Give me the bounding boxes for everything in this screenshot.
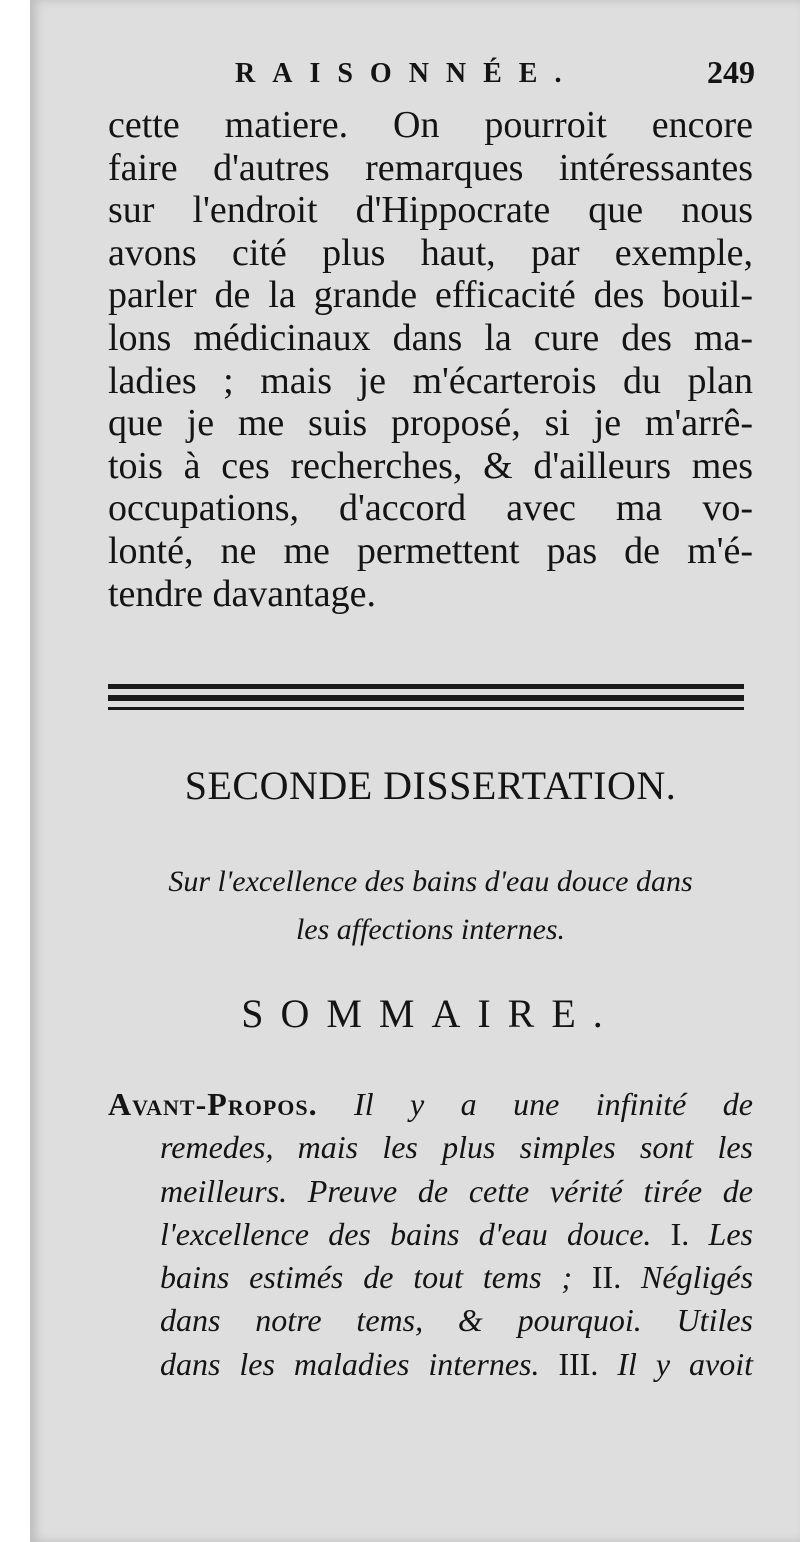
summary-text — [108, 1083, 753, 1386]
summary-lead: Avant-Propos. — [108, 1086, 318, 1122]
text-line: tendre davantage. — [108, 572, 376, 615]
divider-rule — [108, 695, 744, 701]
subtitle-line: Sur l'excellence des bains d'eau douce dans — [168, 865, 693, 898]
divider-rule — [108, 707, 744, 710]
section-title: SECONDE DISSERTATION. — [184, 763, 677, 808]
summary-line — [108, 1213, 753, 1256]
text-line: faire d'autres remarques intéressantes — [108, 146, 753, 189]
summary-fragment: bains estimés de tout tems ; — [160, 1259, 573, 1296]
summary-heading: SOMMAIRE. — [241, 991, 620, 1036]
summary-fragment: Les — [708, 1215, 753, 1252]
section-subtitle — [108, 858, 753, 954]
subtitle-line: les affections internes. — [295, 913, 566, 946]
book-page — [30, 0, 800, 1542]
text-line: parler de la grande efficacité des bouil- — [108, 274, 753, 317]
summary-line: remedes, mais les plus simples sont les — [160, 1129, 753, 1166]
page-header — [235, 54, 755, 98]
text-line: que je me suis proposé, si je m'arrê- — [108, 402, 753, 445]
text-line: tois à ces recherches, & d'ailleurs mes — [108, 444, 753, 487]
summary-line: meilleurs. Preuve de cette vérité tirée de — [160, 1172, 753, 1209]
section-divider — [108, 682, 744, 716]
text-line: sur l'endroit d'Hippocrate que nous — [108, 189, 753, 232]
summary-numeral: I. — [670, 1215, 690, 1252]
running-title: RAISONNÉE. — [235, 58, 579, 89]
divider-rule — [108, 684, 744, 689]
summary-fragment: Il y a une infinité de — [354, 1086, 754, 1122]
page-number: 249 — [707, 54, 755, 90]
summary-numeral: II. — [591, 1259, 622, 1296]
summary-line: dans notre tems, & pourquoi. Utiles — [160, 1302, 753, 1339]
summary-numeral: III. — [558, 1345, 599, 1382]
summary-fragment: Négligés — [641, 1259, 754, 1296]
summary-line — [108, 1083, 753, 1126]
text-line: avons cité plus haut, par exemple, — [108, 231, 753, 274]
summary-line — [108, 1343, 753, 1386]
text-line: occupations, d'accord avec ma vo- — [108, 487, 753, 530]
summary-line — [108, 1256, 753, 1299]
text-line: lons médicinaux dans la cure des ma- — [108, 316, 753, 359]
text-line: ladies ; mais je m'écarterois du plan — [108, 359, 753, 402]
summary-fragment: dans les maladies internes. — [160, 1345, 540, 1382]
summary-fragment: l'excellence des bains d'eau douce. — [160, 1215, 652, 1252]
text-line: lonté, ne me permettent pas de m'é- — [108, 529, 753, 572]
summary-fragment: Il y avoit — [617, 1345, 754, 1382]
text-line: cette matiere. On pourroit encore — [108, 104, 753, 146]
body-paragraph — [108, 104, 753, 615]
